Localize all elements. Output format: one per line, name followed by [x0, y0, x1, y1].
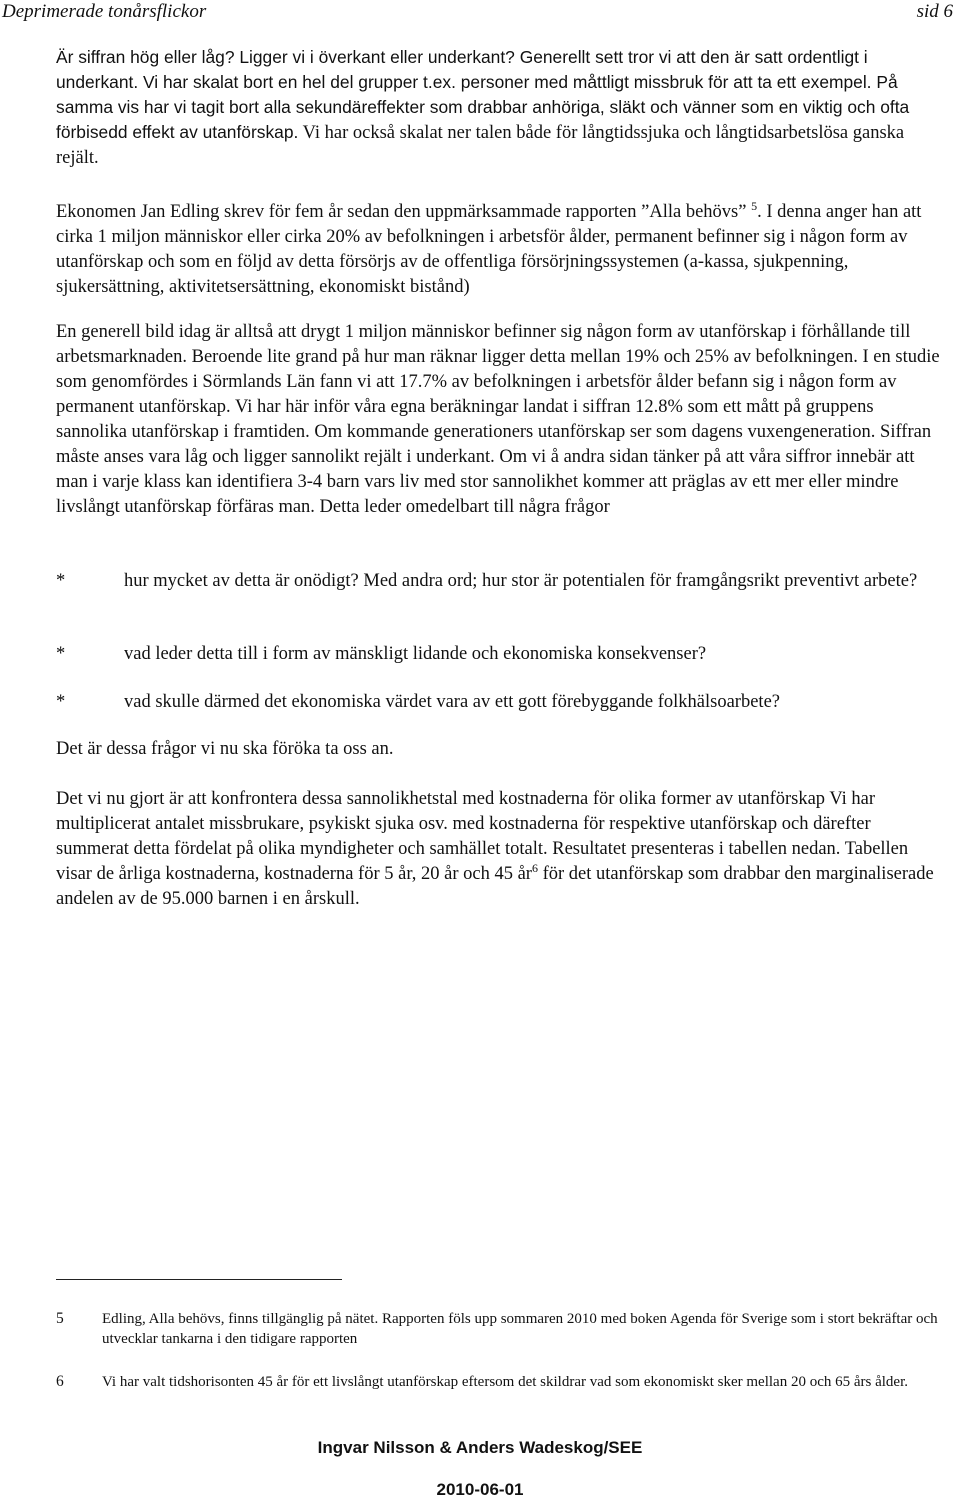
paragraph-konfrontera-part2: för det utanförskap som drabbar den marginaliserade andelen av de 95.000 barnen i en årskull. — [56, 864, 934, 909]
footnote-5 — [56, 1309, 944, 1349]
paragraph-siffran-sans: Är siffran hög eller låg? Ligger vi i överkant eller underkant? Generellt sett tror vi att den är satt ordentligt i underkant. Vi har skalat bort en hel del grupper t.ex. personer med måttligt missbruk för att ta ett exempel. På samma vis har vi tagit bort alla sekundäreffekter som drabbar anhöriga, släkt och vänner som en viktig och ofta förbisedd effekt av utanförskap. — [56, 47, 910, 142]
footnote-text-5: Edling, Alla behövs, finns tillgänglig på nätet. Rapporten föls upp sommaren 2010 med boken Agenda för Sverige som i stort bekräftar och utvecklar tankarna i den tidigare rapporten — [102, 1311, 938, 1347]
footer-authors: Ingvar Nilsson & Anders Wadeskog/SEE — [317, 1438, 643, 1457]
paragraph-edling-part2: . I denna anger han att cirka 1 miljon människor eller cirka 20% av befolkningen i arbetsför ålder, permanent befinner sig i någon form av utanförskap och som en följd av detta försörjs av de offentliga försörjningssystemen (a-kassa, sjukpenning, sjukersättning, aktivitetsersättning, ekonomiskt bistånd) — [56, 202, 922, 297]
bullet-item-2 — [56, 642, 944, 667]
footnote-divider — [56, 1279, 342, 1280]
bullet-marker: * — [56, 644, 66, 664]
paragraph-konfrontera — [56, 787, 944, 912]
footnote-text-6: Vi har valt tidshorisonten 45 år för ett livslångt utanförskap eftersom det skildrar vad som ekonomiskt sker mellan 20 och 65 års ålder. — [102, 1374, 908, 1390]
footnote-number-6: 6 — [56, 1373, 64, 1390]
bullet-marker: * — [56, 571, 66, 591]
footer-date: 2010-06-01 — [436, 1480, 524, 1499]
paragraph-fragor: Det är dessa frågor vi nu ska föröka ta oss an. — [56, 739, 394, 759]
bullet-item-3 — [56, 690, 944, 715]
footnote-6 — [56, 1372, 944, 1392]
page-header — [0, 0, 960, 30]
paragraph-siffran — [56, 45, 944, 171]
paragraph-konfrontera-part1: Det vi nu gjort är att konfrontera dessa sannolikhetstal med kostnaderna för olika former av utanförskap Vi har multiplicerat antalet missbrukare, psykiskt sjuka osv. med kostnaderna för respektive utanförskap och därefter summerat detta fördelat på olika myndigheter och samhället totalt. Resultatet presenteras i tabellen nedan. Tabellen visar de årliga kostnaderna, kostnaderna för 5 år, 20 år och 45 år — [56, 789, 909, 884]
bullet-marker: * — [56, 692, 66, 712]
bullet-text-3: vad skulle därmed det ekonomiska värdet vara av ett gott förebyggande folkhälsoarbete? — [124, 692, 780, 712]
paragraph-generell-bild: En generell bild idag är alltså att drygt 1 miljon människor befinner sig någon form av utanförskap i förhållande till arbetsmarknaden. Beroende lite grand på hur man räknar ligger detta mellan 19% och 25% av befolkningen. I en studie som genomfördes i Sörmlands Län fann vi att 17.7% av befolkningen i arbetsför ålder befann sig i någon form av permanent utanförskap. Vi har här inför våra egna beräkningar landat i siffran 12.8% som ett mått på gruppens sannolika utanförskap i framtiden. Om kommande generationers utanförskap ser som dagens vuxengeneration. Siffran måste anses vara låg och ligger sannolikt rejält i underkant. Om vi å andra sidan tänker på att våra siffror innebär att man i varje klass kan identifiera 3-4 barn vars liv med stor sannolikhet kommer att präglas av ett mer eller mindre livslångt utanförskap förfäras man. Detta leder omedelbart till några frågor — [56, 322, 940, 517]
paragraph-siffran-serif: Vi har också skalat ner talen både för långtidssjuka och långtidsarbetslösa ganska rejält. — [56, 123, 905, 168]
paragraph-edling-part1: Ekonomen Jan Edling skrev för fem år sedan den uppmärksammade rapporten ”Alla behövs” — [56, 202, 752, 222]
paragraph-edling — [56, 200, 944, 300]
footnote-ref-6: 6 — [531, 860, 538, 875]
document-title: Deprimerade tonårsflickor — [2, 1, 207, 22]
bullet-text-1: hur mycket av detta är onödigt? Med andra ord; hur stor är potentialen för framgångsrikt preventivt arbete? — [124, 571, 918, 591]
bullet-item-1 — [56, 569, 944, 594]
footnote-number-5: 5 — [56, 1310, 64, 1327]
footnote-ref-5: 5 — [751, 198, 758, 213]
page-number: sid 6 — [916, 1, 953, 22]
bullet-text-2: vad leder detta till i form av mänskligt lidande och ekonomiska konsekvenser? — [124, 644, 707, 664]
